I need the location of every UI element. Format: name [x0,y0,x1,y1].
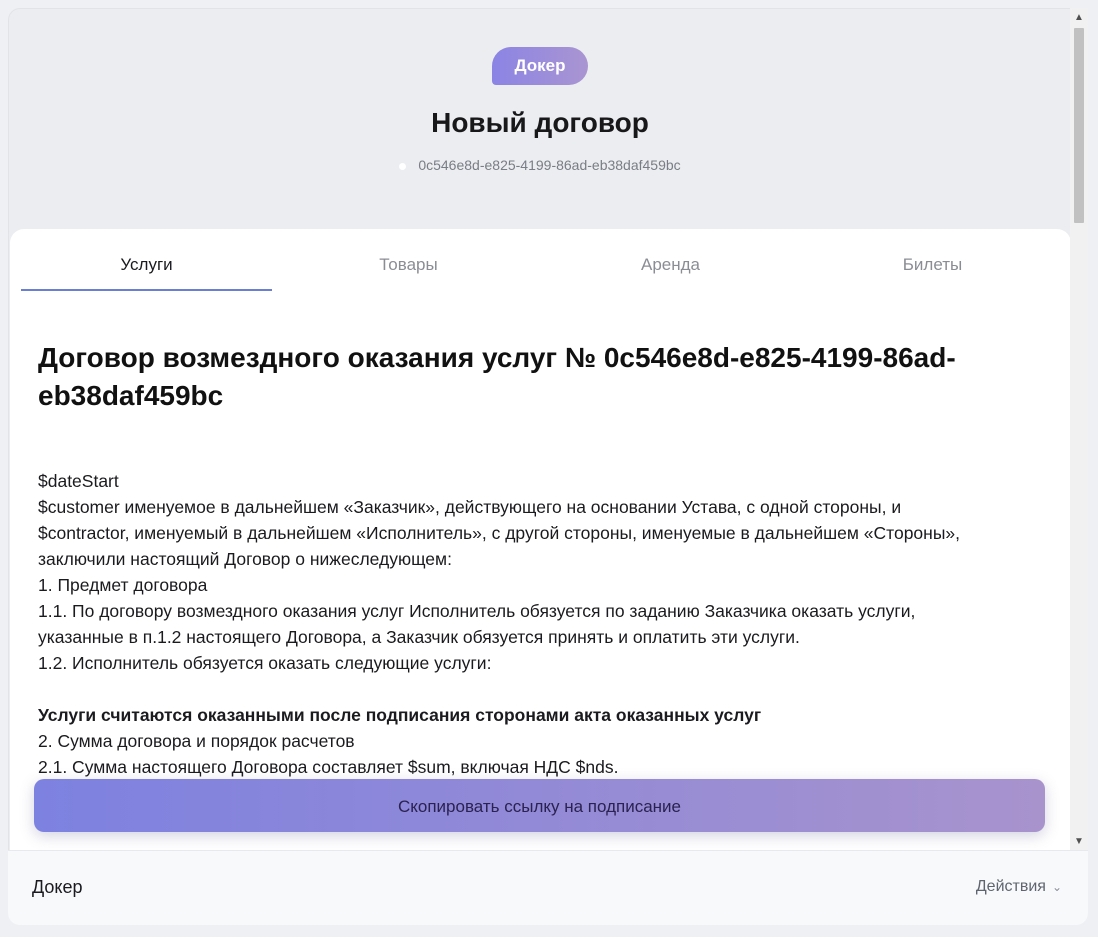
document-line: заключили настоящий Договор о нижеследующем: [38,549,452,569]
chevron-down-icon: ⌄ [1051,880,1062,894]
document-title-line: eb38daf459bc [38,380,224,411]
document-line: указанные в п.1.2 настоящего Договора, а Заказчик обязуется принять и оплатить эти услуги. [38,627,800,647]
document-line: $dateStart [38,471,119,491]
actions-label: Действия [975,878,1046,895]
document-line: 1. Предмет договора [38,575,208,595]
document-spacer [38,676,1048,702]
document-content [38,321,1048,832]
tab-goods[interactable]: Товары [379,255,438,274]
tab-services[interactable]: Услуги [21,229,272,291]
contract-card [10,229,1071,869]
contract-id: 0c546e8d-e825-4199-86ad-eb38daf459bc [418,157,681,173]
document-line: 1.1. По договору возмездного оказания услуг Исполнитель обязуется по заданию Заказчика оказать услуги, [38,601,916,621]
document-line: 2.1. Сумма настоящего Договора составляет $sum, включая НДС $nds. [38,757,619,777]
actions-menu-button[interactable] [976,878,1062,896]
scrollbar-thumb[interactable] [1074,28,1084,223]
contract-id-row [9,157,1071,173]
page-title: Новый договор [431,107,649,138]
footer-app-name: Докер [32,877,83,897]
tab-tickets[interactable]: Билеты [902,255,963,274]
contract-type-tabs [21,229,1066,291]
document-line-bold: Услуги считаются оказанными после подписания сторонами акта оказанных услуг [38,705,762,725]
tab-rent[interactable]: Аренда [640,255,700,274]
document-line: 1.2. Исполнитель обязуется оказать следующие услуги: [38,653,492,673]
document-body [38,468,1048,832]
page-scrollbar[interactable] [1070,8,1088,850]
footer-bar [8,850,1088,925]
contract-header [9,9,1071,239]
document-line: $customer именуемое в дальнейшем «Заказчик», действующего на основании Устава, с одной стороны, и [38,497,902,517]
document-title [38,339,1048,415]
app-badge: Докер [492,47,588,85]
document-line: $contractor, именуемый в дальнейшем «Исполнитель», с другой стороны, именуемые в дальнейшем «Стороны», [38,523,960,543]
document-line: 2. Сумма договора и порядок расчетов [38,731,355,751]
status-dot-icon [399,163,406,170]
document-title-line: Договор возмездного оказания услуг № 0c546e8d-e825-4199-86ad- [38,342,956,373]
copy-signing-link-button[interactable]: Скопировать ссылку на подписание [34,779,1045,832]
scroll-up-arrow-icon[interactable]: ▲ [1074,12,1084,23]
scroll-down-arrow-icon[interactable]: ▼ [1074,836,1084,847]
